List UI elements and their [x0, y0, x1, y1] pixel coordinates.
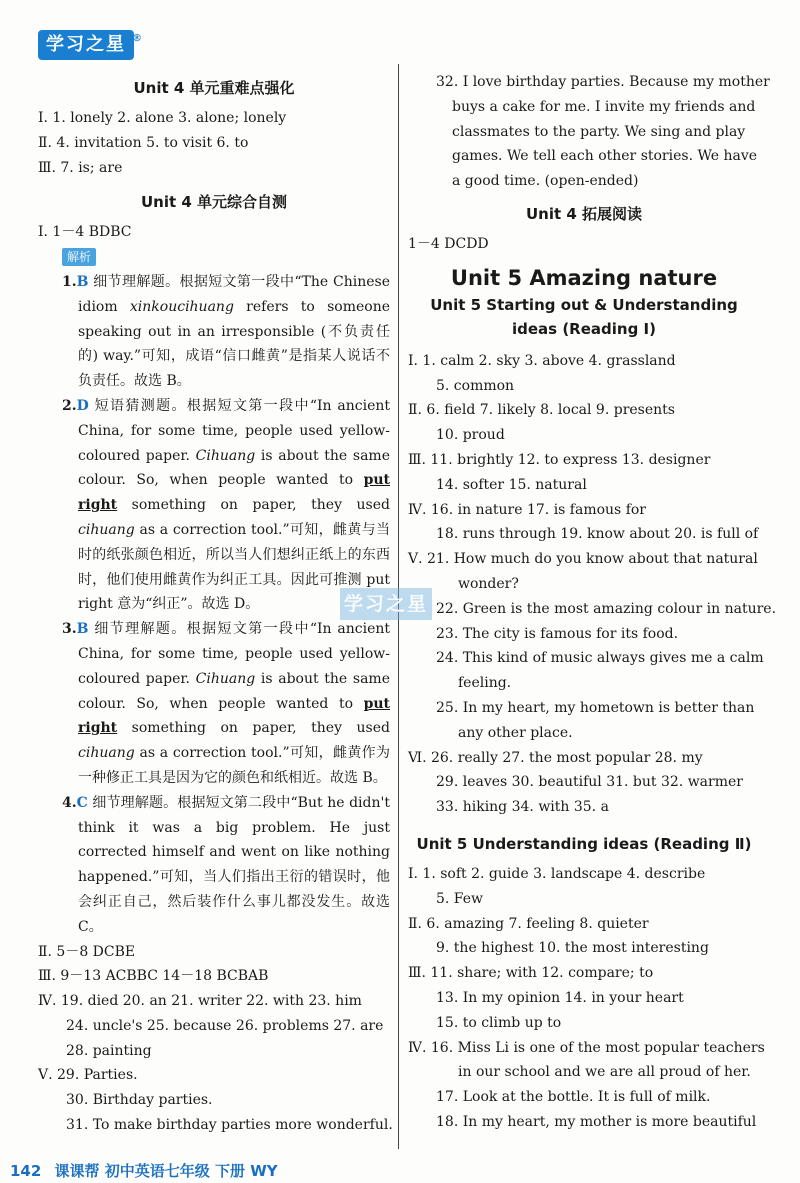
answer-line: a good time. (open-ended)	[452, 173, 639, 190]
book-title: 课课帮 初中英语七年级 下册 WY	[54, 1162, 278, 1180]
answer-line: 5. common	[436, 377, 515, 394]
answer-line: classmates to the party. We sing and play	[452, 123, 746, 140]
answer-line: Ⅱ. 6. field 7. likely 8. local 9. presents	[408, 402, 675, 419]
answer-line: Ⅲ. 7. is; are	[38, 159, 123, 176]
answer-line: 9. the highest 10. the most interesting	[436, 940, 709, 957]
answer-line: Ⅲ. 11. share; with 12. compare; to	[408, 965, 654, 982]
answer-line: 32. I love birthday parties. Because my mother	[436, 74, 770, 90]
answer-list	[408, 349, 777, 820]
answer-line: buys a cake for me. I invite my friends and	[452, 98, 756, 115]
answer-line: Ⅴ. 21. How much do you know about that natural	[408, 551, 758, 568]
answer-line: 10. proud	[436, 427, 505, 444]
answer-line: games. We tell each other stories. We have	[452, 148, 758, 165]
answer-line: 29. leaves 30. beautiful 31. but 32. warmer	[436, 774, 743, 791]
answer-line: Ⅰ. 1. lonely 2. alone 3. alone; lonely	[38, 110, 287, 126]
answer-line: Ⅰ. 1. calm 2. sky 3. above 4. grassland	[408, 352, 676, 369]
answer-list	[38, 940, 393, 1138]
answer-line: 31. To make birthday parties more wonderful.	[66, 1117, 393, 1134]
explanation-3: 3.B 细节理解题。根据短文第一段中“In ancient China, for some time, people used yellow-coloured paper. Cihuang is about the same colour. So, when people wanted to put right something on paper, they used cihuang as a correction tool.”可知，雌黄作为一种修正工具是因为它的颜色和纸相近。故选 B。	[62, 621, 390, 786]
answer-line: 24. uncle's 25. because 26. problems 27. are	[66, 1017, 384, 1034]
section-title: Unit 4 单元重难点强化	[133, 79, 295, 97]
explanation-4: 4.C 细节理解题。根据短文第二段中“But he didn't think it was a big problem. He just corrected himself and went on like nothing happened.”可知，当人们指出王衍的错误时，他会纠正自己，然后装作什么事儿都没发生。故选 C。	[62, 794, 390, 935]
analysis-tag: 解析	[62, 248, 96, 266]
answer-line: Ⅱ. 6. amazing 7. feeling 8. quieter	[408, 915, 649, 932]
page-footer	[10, 1160, 278, 1181]
explanation-1: 1.B 细节理解题。根据短文第一段中“The Chinese idiom xinkoucihuang refers to someone speaking out in an irresponsible (不负责任的) way.”可知，成语“信口雌黄”是指某人说话不负责任。故选 B。	[62, 273, 390, 390]
answer-line: Ⅲ. 9－13 ACBBC 14－18 BCBAB	[38, 968, 269, 985]
right-column	[408, 70, 777, 1135]
answer-line: 5. Few	[436, 890, 484, 907]
answer-line: Ⅰ. 1. soft 2. guide 3. landscape 4. describe	[408, 865, 706, 882]
answer-line: Ⅳ. 16. in nature 17. is famous for	[408, 501, 646, 518]
answer-line: 13. In my opinion 14. in your heart	[436, 989, 684, 1006]
answer-line: Ⅰ. 1－4 BDBC	[38, 224, 132, 241]
answer-line: feeling.	[458, 675, 512, 692]
answer-line: 25. In my heart, my hometown is better than	[436, 699, 755, 716]
answer-line: 30. Birthday parties.	[66, 1092, 213, 1109]
answer-line: 24. This kind of music always gives me a calm	[436, 650, 764, 667]
answer-line: Ⅱ. 4. invitation 5. to visit 6. to	[38, 134, 249, 151]
unit-title: Unit 5 Amazing nature	[450, 265, 718, 290]
answer-line: Ⅲ. 11. brightly 12. to express 13. designer	[408, 451, 711, 468]
answer-list	[408, 862, 765, 1135]
answer-line: 28. painting	[66, 1042, 152, 1059]
answer-line: Ⅳ. 16. Miss Li is one of the most popular teachers	[408, 1039, 765, 1056]
answer-line: any other place.	[458, 724, 573, 741]
explanation-2: 2.D 短语猜测题。根据短文第一段中“In ancient China, for some time, people used yellow-coloured paper. Cihuang is about the same colour. So, when people wanted to put right something on paper, they used cihuang as a correction tool.”可知，雌黄与当时的纸张颜色相近，所以当人们想纠正纸上的东西时，他们使用雌黄作为纠正工具。因此可推测 put right 意为“纠正”。故选 D。	[62, 397, 390, 613]
answer-line: 17. Look at the bottle. It is full of milk.	[436, 1089, 711, 1106]
answer-line: 23. The city is famous for its food.	[436, 625, 679, 642]
page-number: 142	[10, 1162, 42, 1180]
answer-line: 14. softer 15. natural	[436, 476, 587, 493]
answer-line: 1－4 DCDD	[408, 235, 489, 252]
section-title: Unit 4 拓展阅读	[525, 204, 643, 223]
answer-line: Ⅴ. 29. Parties.	[38, 1067, 138, 1084]
answer-line: 22. Green is the most amazing colour in nature.	[436, 600, 777, 617]
answer-line: Ⅳ. 19. died 20. an 21. writer 22. with 23. him	[38, 993, 362, 1010]
left-column	[38, 72, 393, 1138]
answer-line: Ⅱ. 5－8 DCBE	[38, 943, 136, 960]
answer-line: 18. In my heart, my mother is more beautiful	[436, 1113, 757, 1130]
brand-logo: 学习之星 ®	[38, 30, 134, 60]
registered-icon: ®	[132, 33, 144, 44]
section-subtitle: Unit 5 Starting out & Understanding	[430, 295, 738, 314]
section-subtitle: ideas (Reading Ⅰ)	[512, 319, 656, 338]
answer-line: in our school and we are all proud of her.	[458, 1064, 751, 1081]
answer-line: 15. to climb up to	[436, 1014, 562, 1031]
answer-line: 18. runs through 19. know about 20. is full of	[436, 526, 759, 543]
answer-line: 33. hiking 34. with 35. a	[436, 799, 609, 816]
section-title: Unit 5 Understanding ideas (Reading Ⅱ)	[416, 834, 752, 853]
answer-line: wonder?	[458, 575, 519, 592]
watermark-logo: 学习之星	[340, 588, 432, 620]
answer-line: Ⅵ. 26. really 27. the most popular 28. my	[408, 749, 703, 766]
section-title: Unit 4 单元综合自测	[140, 193, 288, 212]
